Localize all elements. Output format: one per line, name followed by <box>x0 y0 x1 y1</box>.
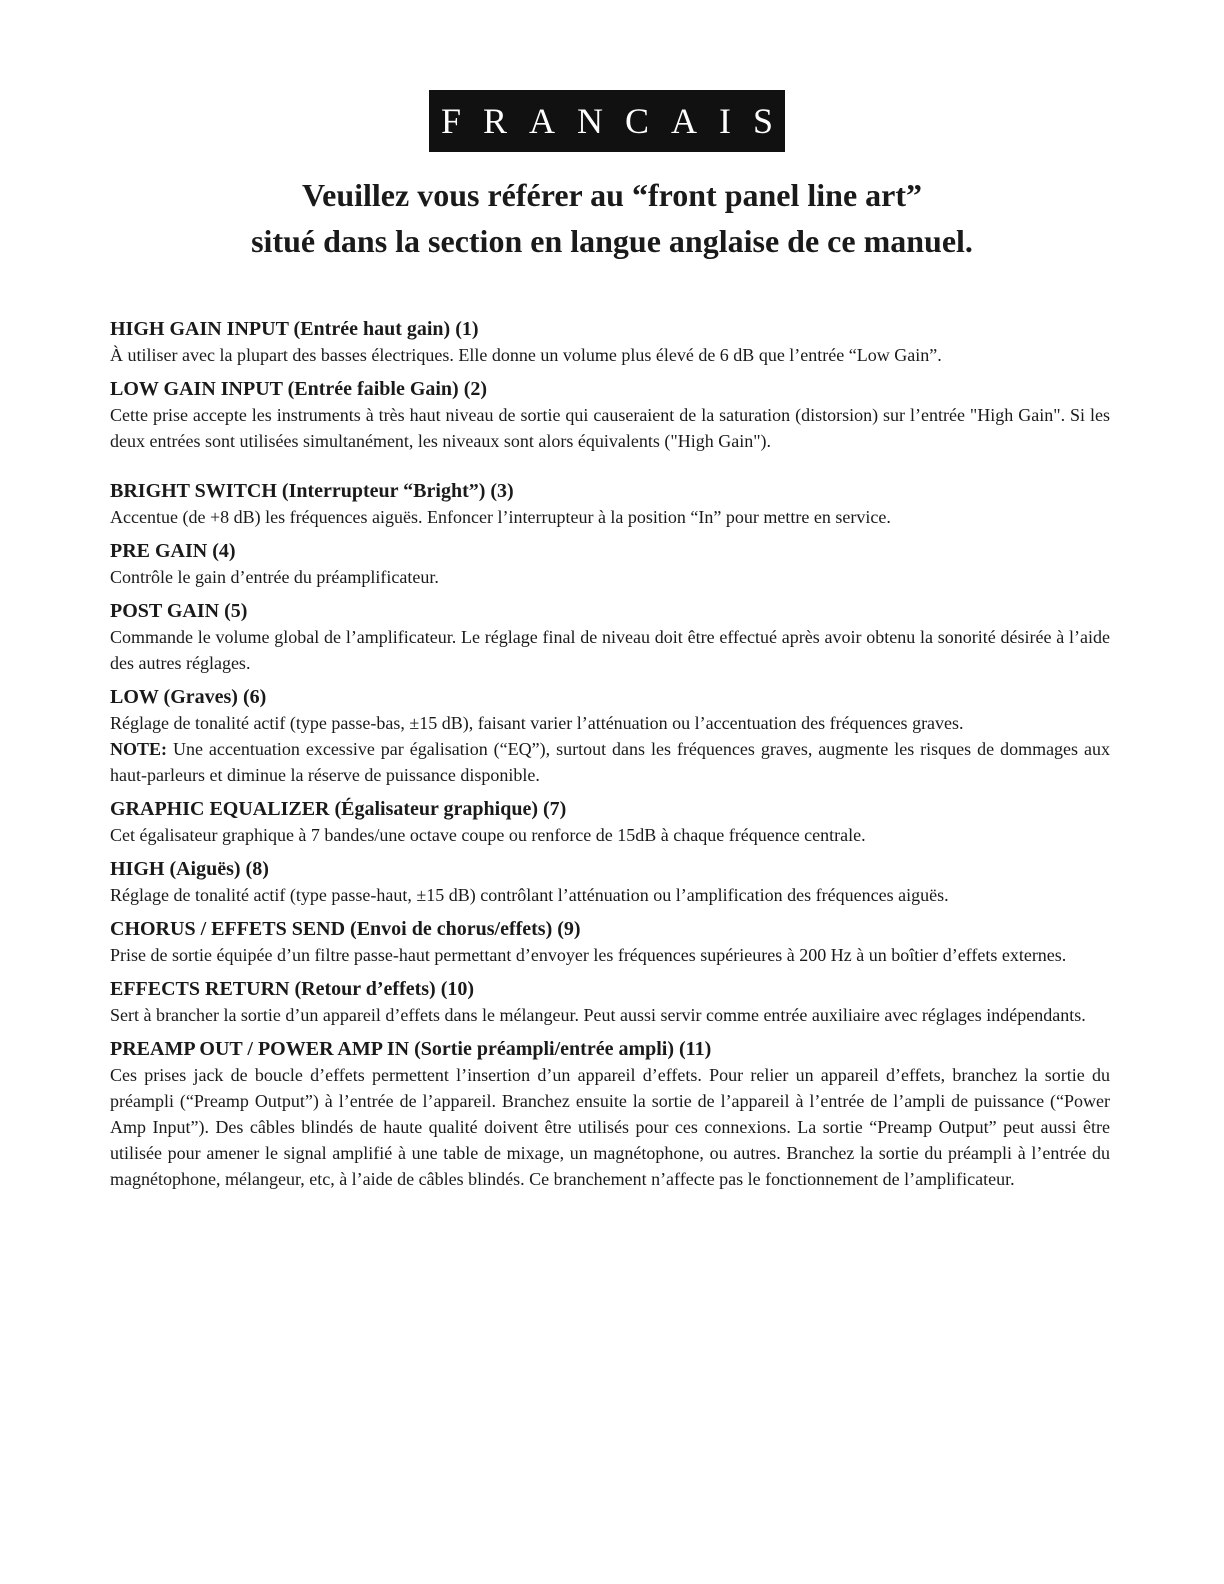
section-bright-switch <box>110 478 1110 530</box>
heading-line-2: situé dans la section en langue anglaise de ce manuel. <box>251 223 973 259</box>
manual-content <box>110 316 1110 1200</box>
section-graphic-equalizer <box>110 796 1110 848</box>
section-post-gain <box>110 598 1110 676</box>
section-body: Prise de sortie équipée d’un filtre passe-haut permettant d’envoyer les fréquences supérieures à 200 Hz à un boîtier d’effets externes. <box>110 945 1067 965</box>
section-pre-gain <box>110 538 1110 590</box>
section-effects-return <box>110 976 1110 1028</box>
section-high-gain-input <box>110 316 1110 368</box>
section-title: BRIGHT SWITCH (Interrupteur “Bright”) (3) <box>110 480 514 502</box>
section-title: POST GAIN (5) <box>110 600 248 622</box>
section-title: GRAPHIC EQUALIZER (Égalisateur graphique) (7) <box>110 798 567 820</box>
note-label: NOTE: <box>110 739 168 759</box>
note-paragraph <box>110 736 1110 788</box>
section-body: Réglage de tonalité actif (type passe-bas, ±15 dB), faisant varier l’atténuation ou l’accentuation des fréquences graves. <box>110 713 964 733</box>
section-chorus-effets-send <box>110 916 1110 968</box>
section-body: Réglage de tonalité actif (type passe-haut, ±15 dB) contrôlant l’atténuation ou l’amplification des fréquences aiguës. <box>110 885 949 905</box>
section-title: HIGH GAIN INPUT (Entrée haut gain) (1) <box>110 318 479 340</box>
section-low <box>110 684 1110 788</box>
section-body: Sert à brancher la sortie d’un appareil d’effets dans le mélangeur. Peut aussi servir comme entrée auxiliaire avec réglages indépendants. <box>110 1005 1086 1025</box>
section-title: PRE GAIN (4) <box>110 540 236 562</box>
section-body: Accentue (de +8 dB) les fréquences aiguës. Enfoncer l’interrupteur à la position “In” pour mettre en service. <box>110 507 891 527</box>
section-body: Cette prise accepte les instruments à très haut niveau de sortie qui causeraient de la saturation (distorsion) sur l’entrée "High Gain". Si les deux entrées sont utilisées simultanément, les niveaux sont alors équivalents ("High Gain"). <box>110 405 1110 451</box>
note-body: Une accentuation excessive par égalisation (“EQ”), surtout dans les fréquences graves, augmente les risques de dommages aux haut-parleurs et diminue la réserve de puissance disponible. <box>110 739 1111 785</box>
section-body: À utiliser avec la plupart des basses électriques. Elle donne un volume plus élevé de 6 dB que l’entrée “Low Gain”. <box>110 345 942 365</box>
section-title: EFFECTS RETURN (Retour d’effets) (10) <box>110 978 475 1000</box>
section-low-gain-input <box>110 376 1110 454</box>
section-title: PREAMP OUT / POWER AMP IN (Sortie préampli/entrée ampli) (11) <box>110 1038 712 1060</box>
section-title: CHORUS / EFFETS SEND (Envoi de chorus/effets) (9) <box>110 918 581 940</box>
section-body: Ces prises jack de boucle d’effets permettent l’insertion d’un appareil d’effets. Pour relier un appareil d’effets, branchez la sortie du préampli (“Preamp Output”) à l’entrée de l’appareil. Branchez ensuite la sortie de l’appareil à l’entrée de l’ampli de puissance (“Power Amp Input”). Des câbles blindés de haute qualité doivent être utilisés pour ces connexions. La sortie “Preamp Output” peut aussi être utilisée pour amener le signal amplifié à une table de mixage, un magnétophone, ou autres. Branchez la sortie du préampli à l’entrée du magnétophone, mélangeur, etc, à l’aide de câbles blindés. Ce branchement n’affecte pas le fonctionnement de l’amplificateur. <box>110 1065 1110 1189</box>
section-body: Contrôle le gain d’entrée du préamplificateur. <box>110 567 439 587</box>
section-body: Cet égalisateur graphique à 7 bandes/une octave coupe ou renforce de 15dB à chaque fréquence centrale. <box>110 825 866 845</box>
section-high <box>110 856 1110 908</box>
language-banner: FRANCAIS <box>429 90 785 152</box>
section-title: LOW GAIN INPUT (Entrée faible Gain) (2) <box>110 378 488 400</box>
page-heading <box>0 172 1224 264</box>
heading-line-1: Veuillez vous référer au “front panel line art” <box>301 177 923 213</box>
section-title: HIGH (Aiguës) (8) <box>110 858 269 880</box>
section-title: LOW (Graves) (6) <box>110 686 267 708</box>
section-preamp-out-power-amp-in <box>110 1036 1110 1192</box>
section-body: Commande le volume global de l’amplificateur. Le réglage final de niveau doit être effectué après avoir obtenu la sonorité désirée à l’aide des autres réglages. <box>110 627 1110 673</box>
